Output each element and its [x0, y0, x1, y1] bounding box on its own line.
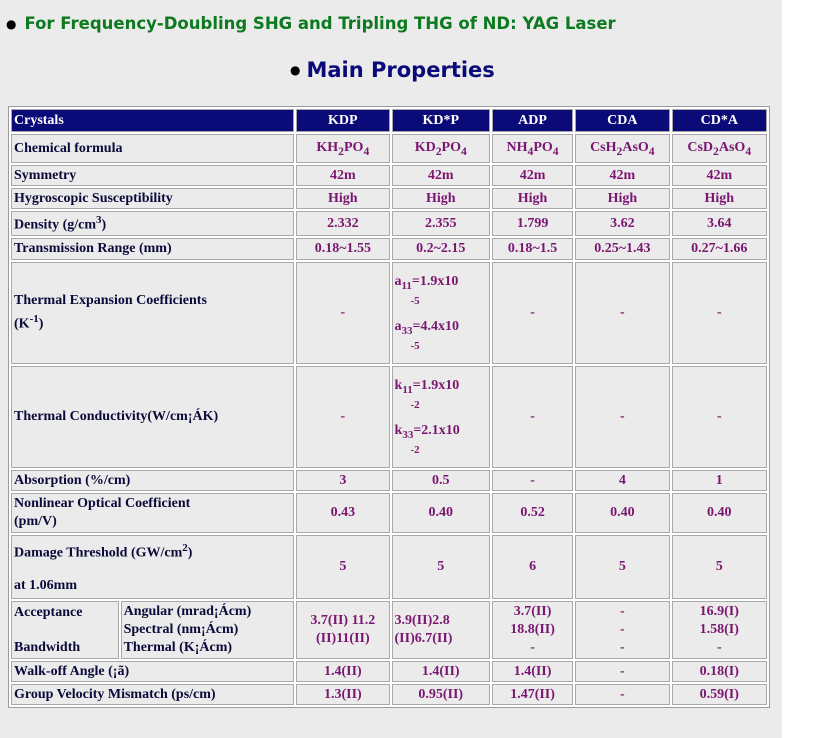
- cell-value: $KD_2PO_4$: [392, 134, 490, 163]
- cell-value: 3.9(II)2.8 (II)6.7(II): [392, 601, 490, 659]
- cell-value: -: [492, 470, 573, 491]
- cell-value: 16.9(I) 1.58(I) -: [672, 601, 767, 659]
- cell-value: 42m: [575, 165, 669, 186]
- bullet-icon: ●: [290, 63, 301, 77]
- cell-value: 0.18~1.55: [296, 238, 389, 260]
- cell-value: 2.332: [296, 211, 389, 236]
- cell-value: 42m: [392, 165, 490, 186]
- cell-value: 0.40: [575, 493, 669, 533]
- cell-value: 3.64: [672, 211, 767, 236]
- column-header: CD*A: [672, 109, 767, 132]
- cell-value: 0.52: [492, 493, 573, 533]
- row-label: Transmission Range (mm): [11, 238, 294, 260]
- table-row: [11, 601, 767, 659]
- table-row: [11, 535, 767, 599]
- table-row: [11, 470, 767, 491]
- cell-value: High: [672, 188, 767, 209]
- cell-value: 3.7(II) 11.2 (II)11(II): [296, 601, 389, 659]
- row-label: Density $(g/cm^3)$: [11, 211, 294, 236]
- cell-value: 4: [575, 470, 669, 491]
- cell-value: 1.3(II): [296, 684, 389, 705]
- row-label: Thermal Expansion Coefficients $(K^{-1})$: [11, 262, 294, 364]
- cell-value: 1.47(II): [492, 684, 573, 705]
- cell-value: -: [575, 684, 669, 705]
- column-header: KDP: [296, 109, 389, 132]
- row-label: Acceptance Bandwidth: [11, 601, 119, 659]
- cell-value: 3: [296, 470, 389, 491]
- row-label: Absorption (%/cm): [11, 470, 294, 491]
- column-header: ADP: [492, 109, 573, 132]
- table-row: [11, 661, 767, 682]
- cell-value: 42m: [296, 165, 389, 186]
- cell-value: $KH_2PO_4$: [296, 134, 389, 163]
- row-label: Group Velocity Mismatch (ps/cm): [11, 684, 294, 705]
- cell-value: 0.27~1.66: [672, 238, 767, 260]
- table-row: [11, 493, 767, 533]
- table-row: [11, 165, 767, 186]
- table-header-row: [11, 109, 767, 132]
- cell-value: -: [575, 661, 669, 682]
- row-label: Walk-off Angle (¡ã): [11, 661, 294, 682]
- row-label: Hygroscopic Susceptibility: [11, 188, 294, 209]
- cell-value: 3.62: [575, 211, 669, 236]
- table-row: [11, 134, 767, 163]
- cell-value: 0.5: [392, 470, 490, 491]
- table-row: [11, 211, 767, 236]
- column-header: Crystals: [11, 109, 294, 132]
- row-label: Chemical formula: [11, 134, 294, 163]
- cell-value: 5: [672, 535, 767, 599]
- table-row: [11, 238, 767, 260]
- cell-value: High: [296, 188, 389, 209]
- cell-value: 1.4(II): [392, 661, 490, 682]
- bullet-icon: ●: [6, 17, 17, 31]
- cell-value: 5: [392, 535, 490, 599]
- cell-value: 1.4(II): [296, 661, 389, 682]
- cell-value: -: [672, 366, 767, 468]
- cell-value: High: [492, 188, 573, 209]
- cell-value: 1.799: [492, 211, 573, 236]
- row-label: Symmetry: [11, 165, 294, 186]
- properties-table: [8, 106, 770, 708]
- cell-value: 0.2~2.15: [392, 238, 490, 260]
- cell-value: 6: [492, 535, 573, 599]
- cell-value: -: [492, 262, 573, 364]
- column-header: KD*P: [392, 109, 490, 132]
- cell-value: 5: [296, 535, 389, 599]
- table-row: [11, 188, 767, 209]
- cell-value: -: [575, 366, 669, 468]
- cell-value: - - -: [575, 601, 669, 659]
- cell-value: 1.4(II): [492, 661, 573, 682]
- section-title: ● Main Properties: [290, 58, 495, 82]
- cell-value: 2.355: [392, 211, 490, 236]
- table-row: [11, 684, 767, 705]
- cell-value: CsH$_2$AsO$_4$: [575, 134, 669, 163]
- cell-value: -: [296, 366, 389, 468]
- cell-value: -: [492, 366, 573, 468]
- cell-value: $NH_4PO_4$: [492, 134, 573, 163]
- cell-value: 0.40: [392, 493, 490, 533]
- cell-value: 0.18~1.5: [492, 238, 573, 260]
- row-sublabel: Angular (mrad¡Ácm) Spectral (nm¡Ácm) Thermal (K¡Ácm): [121, 601, 295, 659]
- table-row: [11, 262, 767, 364]
- cell-value: -: [575, 262, 669, 364]
- cell-value: 42m: [492, 165, 573, 186]
- cell-value: 3.7(II) 18.8(II) -: [492, 601, 573, 659]
- cell-value: 0.25~1.43: [575, 238, 669, 260]
- cell-value: 42m: [672, 165, 767, 186]
- cell-value: -: [672, 262, 767, 364]
- cell-value: High: [392, 188, 490, 209]
- cell-value: 5: [575, 535, 669, 599]
- page-heading: ● For Frequency-Doubling SHG and Tripling THG of ND: YAG Laser: [6, 14, 616, 33]
- cell-value: 0.95(II): [392, 684, 490, 705]
- cell-value: $a_{11}=1.9x10$ -5 $a_{33}=4.4x10$ -5: [392, 262, 490, 364]
- row-label: Nonlinear Optical Coefficient (pm/V): [11, 493, 294, 533]
- cell-value: CsD$_2$AsO$_4$: [672, 134, 767, 163]
- cell-value: High: [575, 188, 669, 209]
- cell-value: 0.40: [672, 493, 767, 533]
- cell-value: 0.43: [296, 493, 389, 533]
- table-row: [11, 366, 767, 468]
- cell-value: $k_{11}=1.9x10$ -2 $k_{33}=2.1x10$ -2: [392, 366, 490, 468]
- cell-value: 1: [672, 470, 767, 491]
- column-header: CDA: [575, 109, 669, 132]
- cell-value: -: [296, 262, 389, 364]
- cell-value: 0.59(I): [672, 684, 767, 705]
- cell-value: 0.18(I): [672, 661, 767, 682]
- row-label: Thermal Conductivity(W/cm¡ÁK): [11, 366, 294, 468]
- row-label: Damage Threshold $(GW/cm^2)$ at 1.06mm: [11, 535, 294, 599]
